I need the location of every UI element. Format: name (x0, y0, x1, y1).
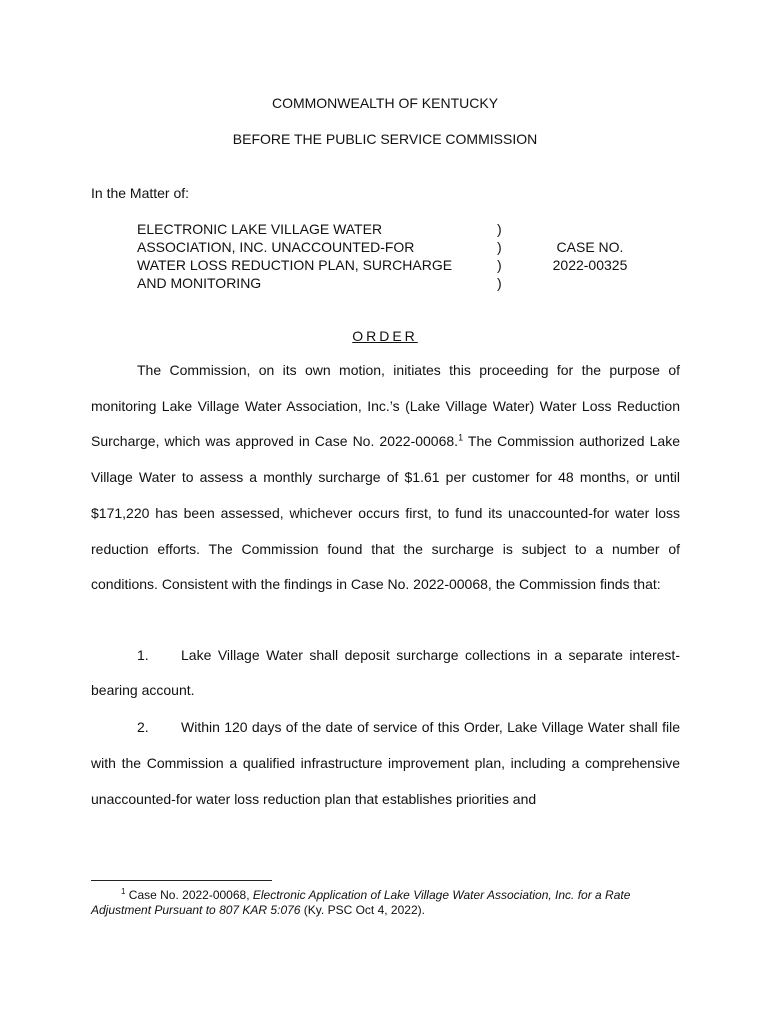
footnote-text (91, 888, 680, 918)
matter-intro: In the Matter of: (91, 185, 190, 201)
footnote (91, 888, 680, 918)
paren: ) (497, 221, 502, 237)
header-commission: BEFORE THE PUBLIC SERVICE COMMISSION (232, 131, 538, 147)
item-2-text: Within 120 days of the date of service of this Order, Lake Village Water shall file with the Commission a qualified infrastructure improvement plan, including a comprehensive unaccounted-for water loss reduction plan that establishes priorities and (91, 719, 680, 807)
caption-line: ELECTRONIC LAKE VILLAGE WATER (137, 221, 383, 237)
header-commonwealth: COMMONWEALTH OF KENTUCKY (271, 95, 499, 111)
paragraph-intro (91, 353, 680, 603)
footnote-lead: Case No. 2022-00068, (125, 888, 253, 902)
numbered-item-2 (91, 709, 680, 817)
paragraph-intro-text-b: The Commission authorized Lake Village Water to assess a monthly surcharge of $1.61 per customer for 48 months, or until $171,220 has been assessed, whichever occurs first, to fund its unaccounted-for water loss reduction efforts. The Commission found that the surcharge is subject to a number of conditions. Consistent with the findings in Case No. 2022-00068, the Commission finds that: (91, 433, 680, 593)
caption-line: ASSOCIATION, INC. UNACCOUNTED-FOR (137, 239, 415, 255)
item-1-paragraph (91, 638, 680, 708)
order-title (0, 327, 770, 345)
paren: ) (497, 275, 502, 291)
numbered-item-1 (91, 638, 680, 708)
caption-line: AND MONITORING (137, 275, 262, 291)
case-number-block (520, 238, 660, 274)
footnote-divider (91, 880, 272, 881)
item-number: 2. (137, 719, 149, 735)
caption-line: WATER LOSS REDUCTION PLAN, SURCHARGE (137, 257, 453, 273)
item-1-text: Lake Village Water shall deposit surcharge collections in a separate interest-bearing account. (91, 647, 680, 698)
paragraph-intro-text-a: The Commission, on its own motion, initiates this proceeding for the purpose of monitoring Lake Village Water Association, Inc.’s (Lake Village Water) Water Loss Reduction Surcharge, which was approved in Case No. 2022-00068. (91, 362, 680, 450)
paren: ) (497, 257, 502, 273)
footnote-tail: (Ky. PSC Oct 4, 2022). (300, 903, 425, 917)
order-title-text: ORDER (352, 328, 418, 344)
case-number: 2022-00325 (552, 257, 628, 273)
item-number: 1. (137, 647, 149, 663)
item-2-paragraph (91, 709, 680, 817)
footnote-number: 1 (121, 887, 126, 896)
paren: ) (497, 239, 502, 255)
case-label: CASE NO. (556, 239, 624, 255)
caption-parentheses (497, 220, 502, 292)
case-caption (137, 220, 452, 292)
order-body (91, 353, 680, 603)
footnote-reference: 1 (458, 432, 464, 443)
footnote-case-title: Electronic Application of Lake Village Water Association, Inc. for a Rate Adjustment Pursuant to 807 KAR 5:076 (91, 888, 631, 917)
